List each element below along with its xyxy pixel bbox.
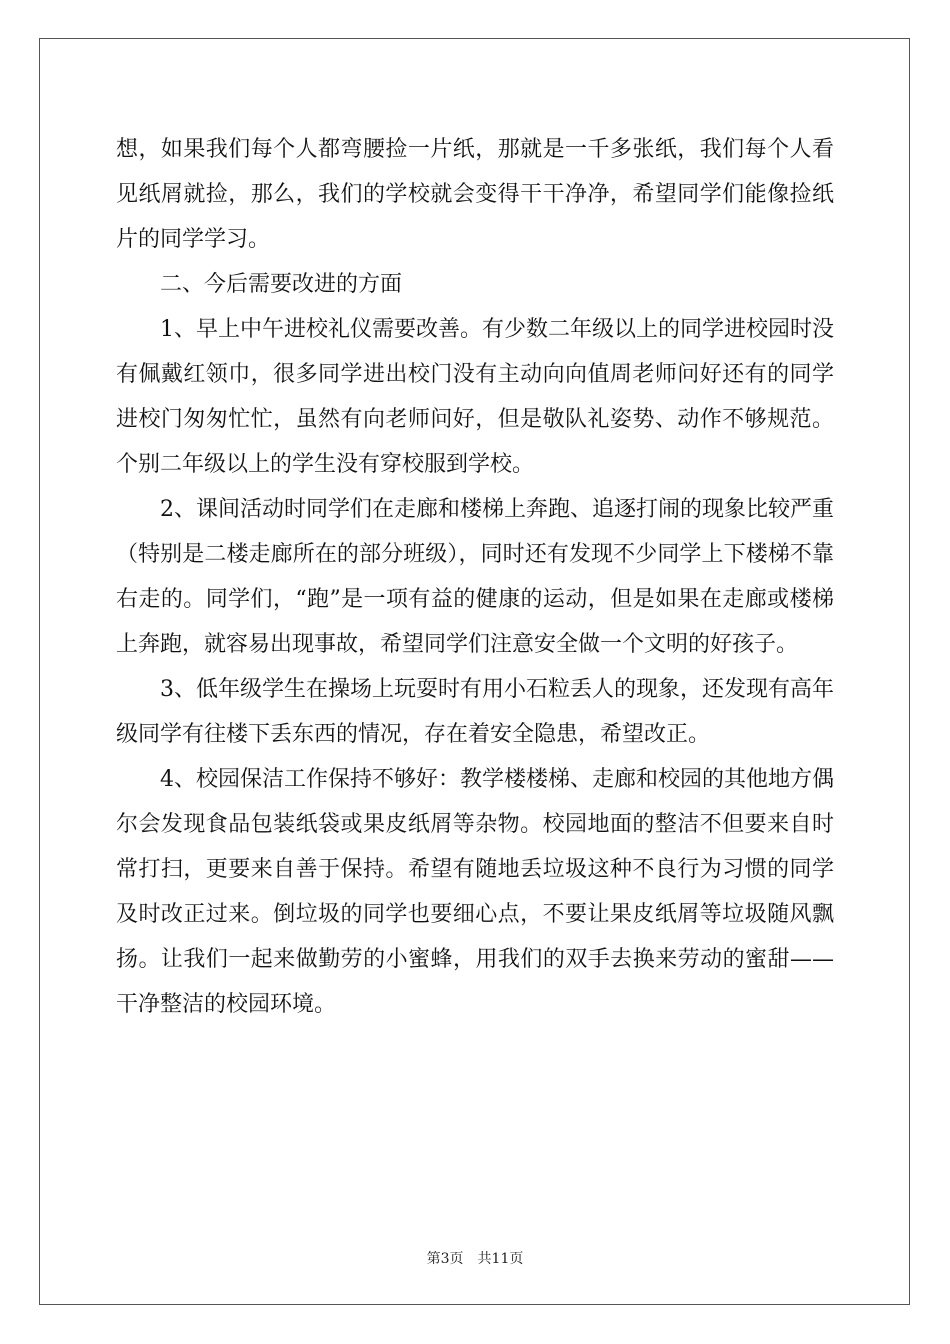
- paragraph-item-2: 2、课间活动时同学们在走廊和楼梯上奔跑、追逐打闹的现象比较严重（特别是二楼走廊所在的部分班级），同时还有发现不少同学上下楼梯不靠右走的。同学们，“跑”是一项有益的健康的运动，但是如果在走廊或楼梯上奔跑，就容易出现事故，希望同学们注意安全做一个文明的好孩子。: [116, 497, 834, 657]
- paragraph-item-3: 3、低年级学生在操场上玩耍时有用小石粒丢人的现象，还发现有高年级同学有往楼下丢东西的情况，存在着安全隐患，希望改正。: [116, 677, 834, 747]
- paragraph-item-4: 4、校园保洁工作保持不够好：教学楼楼梯、走廊和校园的其他地方偶尔会发现食品包装纸袋或果皮纸屑等杂物。校园地面的整洁不但要来自时常打扫，更要来自善于保持。希望有随地丢垃圾这种不良行为习惯的同学及时改正过来。倒垃圾的同学也要细心点，不要让果皮纸屑等垃圾随风飘扬。让我们一起来做勤劳的小蜜蜂，用我们的双手去换来劳动的蜜甜——干净整洁的校园环境。: [116, 767, 834, 1017]
- section-heading-improvements: 二、今后需要改进的方面: [160, 272, 403, 297]
- document-body: [116, 127, 834, 1027]
- paragraph-continuation: 想，如果我们每个人都弯腰捡一片纸，那就是一千多张纸，我们每个人看见纸屑就捡，那么，我们的学校就会变得干干净净，希望同学们能像捡纸片的同学学习。: [116, 137, 834, 252]
- paragraph-item-1: 1、早上中午进校礼仪需要改善。有少数二年级以上的同学进校园时没有佩戴红领巾，很多同学进出校门没有主动向向值周老师问好还有的同学进校门匆匆忙忙，虽然有向老师问好，但是敬队礼姿势、动作不够规范。个别二年级以上的学生没有穿校服到学校。: [116, 317, 834, 477]
- page-number-footer: 第3页 共11页: [426, 1251, 524, 1267]
